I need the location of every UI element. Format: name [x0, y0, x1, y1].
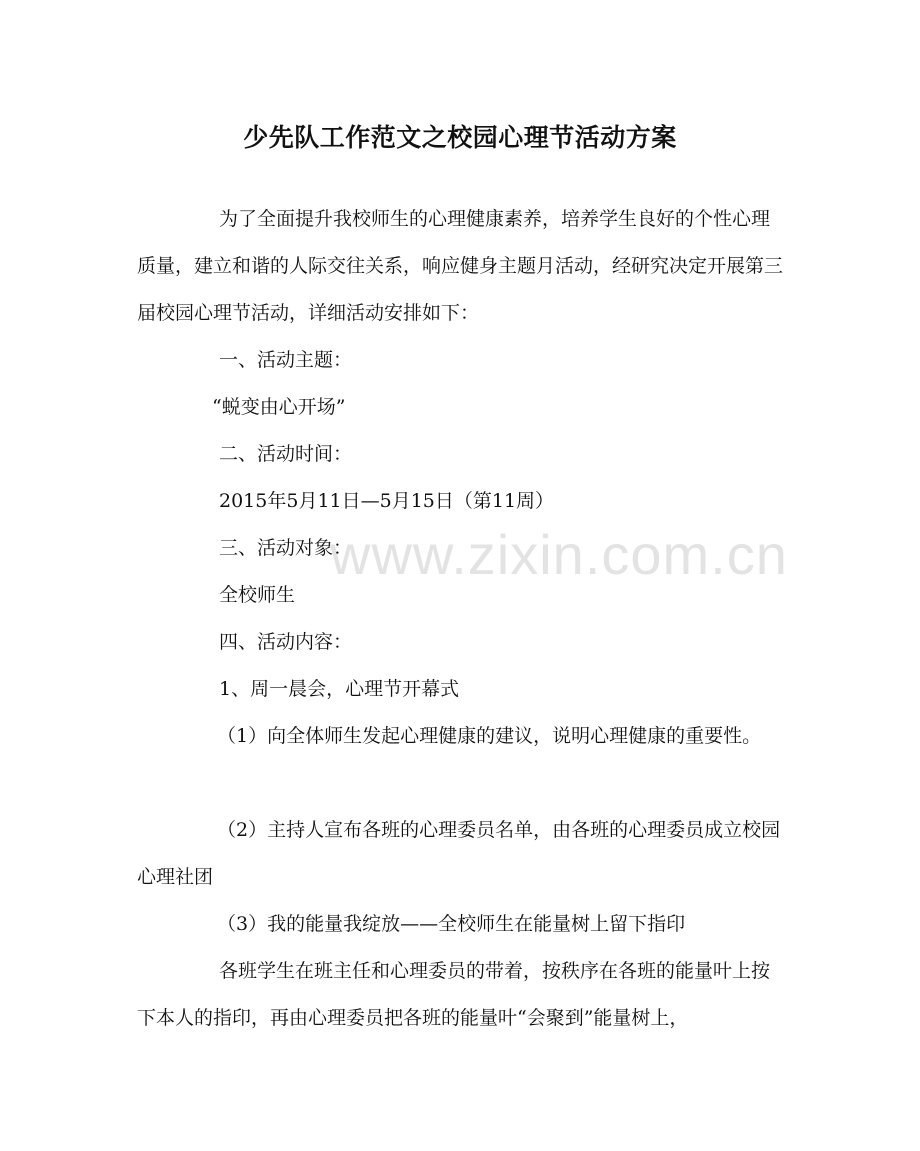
item1-heading: 1、周一晨会，心理节开幕式 — [219, 678, 460, 700]
item1-detail: 各班学生在班主任和心理委员的带着，按秩序在各班的能量叶上按下本人的指印，再由心理委员把各班的能量叶“会聚到”能量树上， — [137, 960, 771, 1029]
section1-heading: 一、活动主题： — [219, 349, 353, 371]
watermark: www.zixin.com.cn — [330, 523, 788, 586]
section1-body: “蜕变由心开场” — [212, 396, 346, 418]
section4-heading: 四、活动内容： — [219, 631, 353, 653]
item1-sub2: （2）主持人宣布各班的心理委员名单，由各班的心理委员成立校园心理社团 — [137, 819, 781, 888]
intro-paragraph: 为了全面提升我校师生的心理健康素养，培养学生良好的个性心理质量，建立和谐的人际交往关系，响应健身主题月活动，经研究决定开展第三届校园心理节活动，详细活动安排如下： — [137, 208, 784, 324]
section2-heading: 二、活动时间： — [219, 443, 353, 465]
section3-body: 全校师生 — [219, 584, 296, 606]
item1-sub1: （1）向全体师生发起心理健康的建议，说明心理健康的重要性。 — [217, 725, 762, 747]
section2-body: 2015年5月11日—5月15日（第11周） — [219, 490, 555, 512]
section3-heading: 三、活动对象： — [219, 537, 353, 559]
document-title: 少先队工作范文之校园心理节活动方案 — [243, 123, 677, 152]
item1-sub3: （3）我的能量我绽放——全校师生在能量树上留下指印 — [217, 913, 686, 935]
